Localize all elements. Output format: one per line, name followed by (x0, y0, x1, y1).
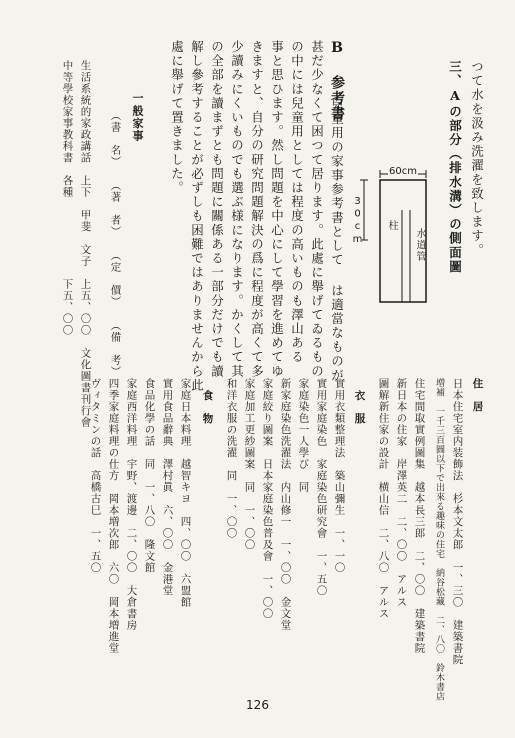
list-heading: 一般家事 (131, 92, 144, 143)
food-row: 四季家庭料理の仕方 岡本増次郎 六〇 岡本増進堂 (107, 378, 120, 654)
b-line-2: 甚だ少なくて困つて居ります。此處に舉げてゐるもの (309, 40, 325, 379)
b-line-8: 解し參考することが必ずしも困難ではありませんから此 (189, 40, 205, 393)
housing-row: 新日本の住家 岸澤英二 二、〇〇 アルス (395, 378, 408, 608)
diagram-drawing (352, 170, 438, 310)
list-header: （書 名） （著 者） （定 價） （備 考） (109, 110, 122, 378)
figure-caption: 三、Aの部分（排水溝）の側面圖 (447, 60, 463, 274)
food-row: ヴィタミンの話 高橋古巳 一、五〇 (89, 378, 102, 574)
clothing-heading: 衣 服 (353, 390, 366, 425)
intro-line: つて水を汲み洗濯を致します。 (469, 60, 485, 258)
food-row: 家庭西洋料理 宇野、渡邊 二、〇〇 大倉書房 (125, 378, 138, 631)
b-line-7: の全部を讀まずとも問題に關係ある一部分だけでも讀 (209, 40, 225, 379)
list-row-2: 中等學校家事教科書 各種 下五、〇〇 (61, 60, 74, 336)
b-line-4: 事と思ひます。然し問題を中心にして學習を進めてゆ (269, 40, 285, 379)
section-b-title: B 参考書 (329, 40, 345, 122)
clothing-row: 新家庭染色洗濯法 内山修一 一、〇〇 金文堂 (279, 378, 292, 631)
clothing-row: 家庭加工更紗圖案 同 一、〇〇 (243, 378, 256, 551)
drainage-diagram (352, 166, 438, 310)
clothing-row: 實用衣類整理法 築山彌生 一、一〇 (333, 378, 346, 574)
label-pipe: 水道管 (414, 228, 425, 263)
b-line-9: 處に舉げて置きました。 (169, 40, 185, 196)
label-pillar: 柱 (386, 220, 397, 232)
housing-row: 増補 一千三百圓以下で出來る趣味の住宅 納谷松藏 二、八〇 鈴木書店 (434, 378, 444, 701)
label-30cm: 30cm (352, 196, 363, 247)
housing-heading: 住 居 (471, 378, 484, 413)
label-60cm: 60cm (389, 166, 417, 177)
b-line-6: 少讀みにくいものでも選ぶ様になります。かくして其 (229, 40, 245, 379)
housing-row: 住宅間取實例圖集 越本長三郎 二、〇〇 建築書院 (413, 378, 426, 654)
housing-row: 圖解新住家の設計 横山信 二、八〇 アルス (377, 378, 390, 620)
clothing-row: 家庭絞り圖案 日本家庭染色普及會 一、〇〇 (261, 378, 274, 620)
food-row: 食品化學の話 同 一、八〇 隆文館 (143, 378, 156, 574)
clothing-row: 實用家庭染色 家庭染色研究會 一、五〇 (315, 378, 328, 597)
clothing-row: 家庭染色一人學び 同 (297, 378, 310, 493)
b-line-1: 兒童用の家事参考書として は適當なものが (329, 98, 345, 383)
housing-row: 日本住宅室内装飾法 杉本文太郎 一、三〇 建築書院 (451, 378, 464, 666)
food-row: 家庭日本料理 越智キヨ 四、〇〇 六盟館 (179, 378, 192, 608)
food-row: 實用食品辭典 澤村眞 六、〇〇 金港堂 (161, 378, 174, 597)
list-row-1: 生活系統的家政講話 上下 甲斐 文子 上五、〇〇 文化圖書刊行會 (79, 60, 92, 428)
b-line-3: の中には兒童用としては程度の高いものも澤山ある (289, 40, 305, 365)
food-heading: 食 物 (201, 390, 214, 425)
clothing-row: 和洋衣服の洗濯 同 一、〇〇 (225, 378, 238, 539)
page-number: 126 (246, 698, 269, 712)
b-line-5: きますと、自分の研究問題解決の爲に程度が高くて多 (249, 40, 265, 379)
